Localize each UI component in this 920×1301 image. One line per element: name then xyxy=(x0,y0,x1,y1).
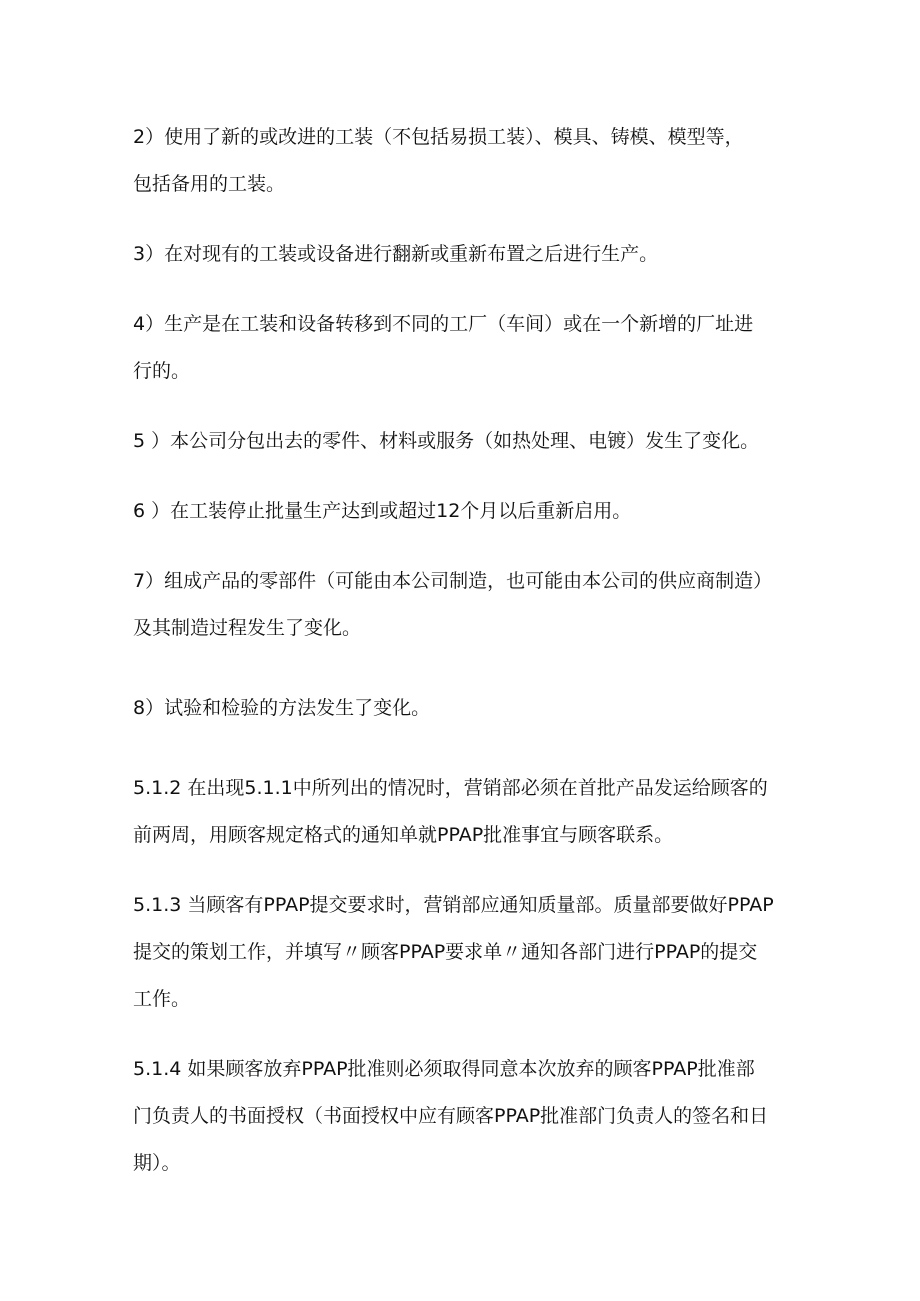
paragraph-line: 前两周，用顾客规定格式的通知单就PPAP批准事宜与顾客联系。 xyxy=(133,824,674,846)
paragraph-line: 5 ）本公司分包出去的零件、材料或服务（如热处理、电镀）发生了变化。 xyxy=(133,430,760,452)
paragraph-item-3 xyxy=(133,231,803,278)
paragraph-item-5 xyxy=(133,418,803,465)
paragraph-item-4 xyxy=(133,301,803,395)
paragraph-section-5-1-4 xyxy=(133,1046,803,1187)
paragraph-spacer xyxy=(133,395,803,418)
paragraph-line: 6 ）在工装停止批量生产达到或超过12个月以后重新启用。 xyxy=(133,500,632,522)
paragraph-item-8 xyxy=(133,685,803,732)
paragraph-spacer xyxy=(133,535,803,558)
paragraph-line: 3）在对现有的工装或设备进行翻新或重新布置之后进行生产。 xyxy=(133,243,659,265)
paragraph-line: 5.1.2 在出现5.1.1中所列出的情况时，营销部必须在首批产品发运给顾客的 xyxy=(133,777,768,799)
paragraph-line: 门负责人的书面授权（书面授权中应有顾客PPAP批准部门负责人的签名和日 xyxy=(133,1105,769,1127)
paragraph-spacer xyxy=(133,732,803,765)
paragraph-line: 期）。 xyxy=(133,1152,181,1174)
paragraph-line: 行的。 xyxy=(133,360,191,382)
document-body xyxy=(133,114,803,1187)
paragraph-section-5-1-2 xyxy=(133,765,803,859)
paragraph-line: 5.1.3 当顾客有PPAP提交要求时，营销部应通知质量部。质量部要做好PPAP xyxy=(133,894,774,916)
paragraph-item-7 xyxy=(133,558,803,652)
paragraph-section-5-1-3 xyxy=(133,882,803,1023)
paragraph-line: 工作。 xyxy=(133,988,191,1010)
paragraph-spacer xyxy=(133,1023,803,1046)
paragraph-line: 5.1.4 如果顾客放弃PPAP批准则必须取得同意本次放弃的顾客PPAP批准部 xyxy=(133,1058,755,1080)
paragraph-line: 4）生产是在工装和设备转移到不同的工厂（车间）或在一个新增的厂址进 xyxy=(133,313,754,335)
paragraph-line: 2）使用了新的或改进的工装（不包括易损工装）、模具、铸模、模型等， xyxy=(133,126,744,148)
paragraph-line: 及其制造过程发生了变化。 xyxy=(133,617,362,639)
paragraph-spacer xyxy=(133,208,803,231)
paragraph-line: 包括备用的工装。 xyxy=(133,173,286,195)
paragraph-line: 8）试验和检验的方法发生了变化。 xyxy=(133,697,431,719)
paragraph-item-6 xyxy=(133,488,803,535)
paragraph-spacer xyxy=(133,652,803,685)
paragraph-line: 7）组成产品的零部件（可能由本公司制造，也可能由本公司的供应商制造） xyxy=(133,570,773,592)
paragraph-spacer xyxy=(133,278,803,301)
paragraph-line: 提交的策划工作，并填写〃顾客PPAP要求单〃通知各部门进行PPAP的提交 xyxy=(133,941,758,963)
paragraph-spacer xyxy=(133,859,803,882)
paragraph-item-2 xyxy=(133,114,803,208)
paragraph-spacer xyxy=(133,465,803,488)
